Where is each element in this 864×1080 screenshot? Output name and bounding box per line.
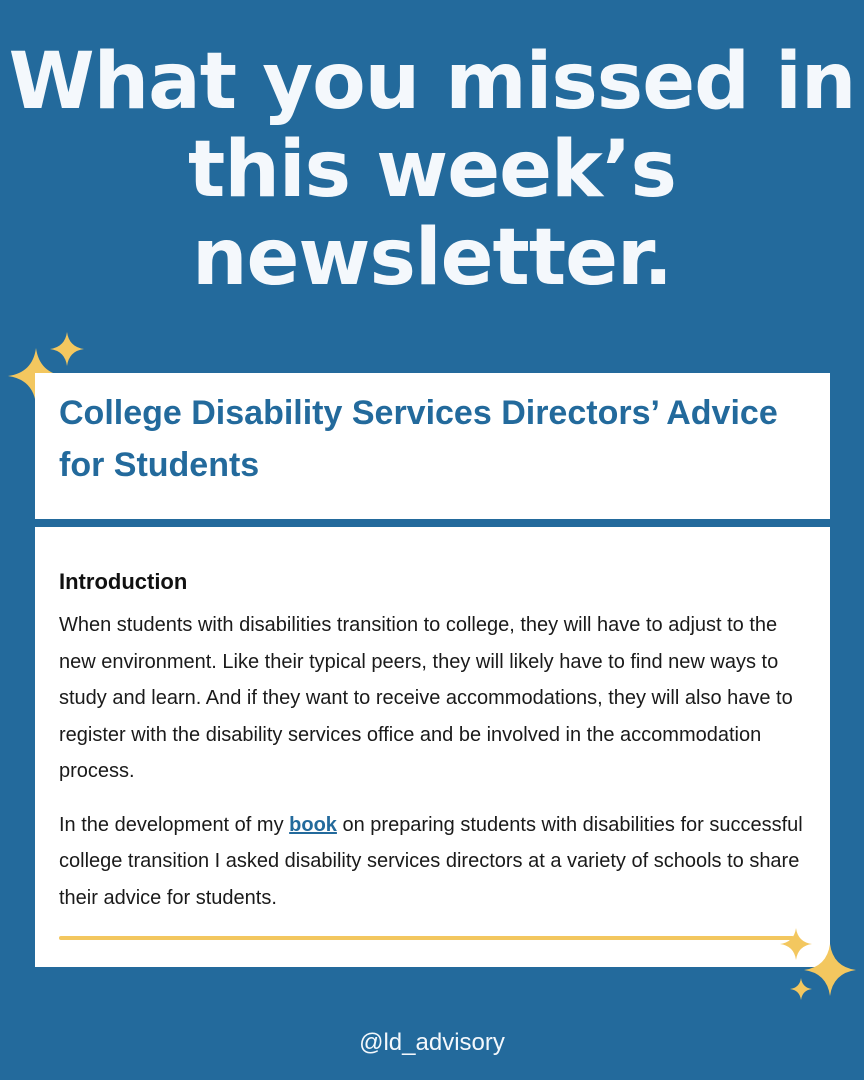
article-body-card [35,527,830,967]
book-link[interactable]: book [289,813,337,836]
sparkle-icon [50,332,84,366]
accent-divider [59,936,794,940]
social-handle: @ld_advisory [359,1029,505,1056]
development-paragraph [59,807,806,917]
section-heading: Introduction [59,569,188,594]
intro-paragraph: When students with disabilities transition to college, they will have to adjust to the new environment. Like their typical peers, they will likely have to find new ways to study and learn. And if they want to receive accommodations, they will also have to register with the disability services office and be involved in the accommodation process. [59,614,793,782]
article-title[interactable]: College Disability Services Directors’ Advice for Students [59,394,778,484]
article-title-card [35,373,830,519]
sparkle-icon [790,978,812,1000]
paragraph-text: on preparing students with disabilities for successful college transition I asked disability services directors at a variety of schools to share their advice for students. [59,813,803,909]
paragraph-text: In the development of my [59,813,290,836]
headline: What you missed in this week’s newsletter. [8,37,856,303]
